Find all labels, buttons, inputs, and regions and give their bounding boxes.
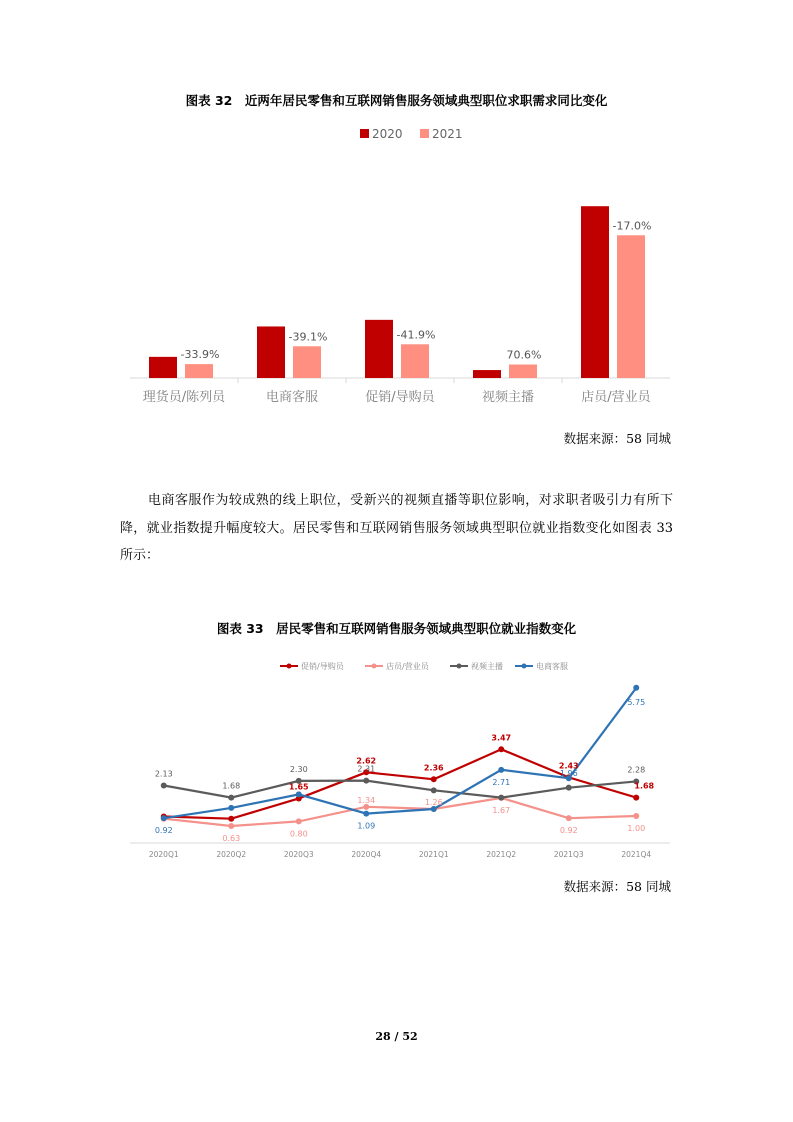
bar-2021-店员/营业员 bbox=[617, 235, 645, 378]
data-label-视频主播: 70.6% bbox=[506, 348, 542, 362]
point-label-视频主播-2021Q4: 2.28 bbox=[627, 765, 646, 775]
category-label-店员/营业员: 店员/营业员 bbox=[581, 390, 651, 405]
x-tick-label-2020Q4: 2020Q4 bbox=[351, 850, 382, 859]
bar-2020-促销/导购员 bbox=[365, 320, 393, 378]
data-label-促销/导购员: -41.9% bbox=[396, 328, 436, 342]
bar-2021-促销/导购员 bbox=[401, 344, 429, 378]
point-视频主播-2021Q3 bbox=[566, 785, 572, 791]
body-paragraph bbox=[120, 487, 673, 570]
legend-label-2020: 2020 bbox=[372, 127, 403, 141]
point-label-促销/导购员-2021Q2: 3.47 bbox=[491, 733, 512, 743]
point-label-视频主播-2020Q2: 1.68 bbox=[222, 781, 241, 791]
point-促销/导购员-2021Q2 bbox=[498, 746, 504, 752]
figure-32-title: 图表 32 近两年居民零售和互联网销售服务领域典型职位求职需求同比变化 bbox=[185, 93, 608, 108]
x-tick-label-2021Q1: 2021Q1 bbox=[418, 850, 449, 859]
point-电商客服-2020Q4 bbox=[363, 811, 369, 817]
legend-swatch-2020 bbox=[360, 129, 369, 138]
point-label-店员/营业员-2020Q4: 1.34 bbox=[357, 795, 376, 805]
point-label-视频主播-2020Q4: 2.31 bbox=[357, 764, 376, 774]
point-促销/导购员-2020Q2 bbox=[228, 816, 234, 822]
x-tick-label-2021Q4: 2021Q4 bbox=[621, 850, 652, 859]
legend bbox=[360, 127, 463, 141]
legend-marker-视频主播 bbox=[457, 664, 462, 669]
point-电商客服-2021Q4 bbox=[633, 685, 639, 691]
legend-label-促销/导购员: 促销/导购员 bbox=[301, 662, 344, 671]
point-视频主播-2021Q1 bbox=[431, 787, 437, 793]
point-label-电商客服-2021Q2: 2.71 bbox=[492, 777, 511, 787]
data-label-店员/营业员: -17.0% bbox=[612, 219, 652, 233]
category-label-视频主播: 视频主播 bbox=[481, 390, 535, 405]
point-label-电商客服-2021Q4: 5.75 bbox=[627, 697, 646, 707]
point-电商客服-2020Q2 bbox=[228, 805, 234, 811]
category-label-理货员/陈列员: 理货员/陈列员 bbox=[142, 390, 226, 405]
point-label-店员/营业员-2020Q2: 0.63 bbox=[222, 833, 241, 843]
bar-2020-理货员/陈列员 bbox=[149, 357, 177, 378]
legend-label-2021: 2021 bbox=[432, 127, 463, 141]
x-tick-label-2021Q2: 2021Q2 bbox=[486, 850, 517, 859]
point-label-店员/营业员-2021Q2: 1.67 bbox=[492, 805, 511, 815]
point-视频主播-2020Q2 bbox=[228, 795, 234, 801]
legend-swatch-2021 bbox=[420, 129, 429, 138]
point-促销/导购员-2021Q4 bbox=[633, 795, 639, 801]
bar-2021-理货员/陈列员 bbox=[185, 364, 213, 378]
legend-marker-店员/营业员 bbox=[372, 664, 377, 669]
bar-2020-视频主播 bbox=[473, 370, 501, 378]
category-label-促销/导购员: 促销/导购员 bbox=[365, 390, 435, 405]
legend-label-视频主播: 视频主播 bbox=[471, 662, 503, 671]
point-促销/导购员-2021Q1 bbox=[431, 776, 437, 782]
point-电商客服-2021Q2 bbox=[498, 767, 504, 773]
point-label-视频主播-2020Q3: 2.30 bbox=[289, 764, 308, 774]
x-tick-label-2020Q3: 2020Q3 bbox=[283, 850, 314, 859]
point-电商客服-2020Q3 bbox=[296, 791, 302, 797]
point-label-促销/导购员-2020Q4: 2.62 bbox=[356, 756, 377, 766]
point-label-促销/导购员-2021Q3: 2.43 bbox=[558, 761, 579, 771]
point-label-电商客服-2021Q3: 1.96 bbox=[559, 769, 578, 779]
x-tick-label-2020Q2: 2020Q2 bbox=[216, 850, 247, 859]
point-label-店员/营业员-2021Q1: 1.26 bbox=[424, 797, 443, 807]
category-label-电商客服: 电商客服 bbox=[265, 390, 319, 405]
line-chart bbox=[120, 650, 680, 865]
page-number: 28 / 52 bbox=[375, 1030, 418, 1043]
paragraph-text: 电商客服作为较成熟的线上职位，受新兴的视频直播等职位影响，对求职者吸引力有所下降，就业指数提升幅度较大。居民零售和互联网销售服务领域典型职位就业指数变化如图表 33 所示： bbox=[120, 493, 673, 563]
point-视频主播-2021Q2 bbox=[498, 795, 504, 801]
legend-label-电商客服: 电商客服 bbox=[536, 662, 568, 671]
point-label-电商客服-2020Q1: 0.92 bbox=[154, 826, 173, 836]
bar-2021-电商客服 bbox=[293, 346, 321, 378]
series-line-电商客服 bbox=[164, 688, 637, 818]
point-label-促销/导购员-2021Q4: 1.68 bbox=[634, 781, 655, 791]
data-label-电商客服: -39.1% bbox=[288, 330, 328, 344]
bar-2021-视频主播 bbox=[509, 365, 537, 378]
point-label-店员/营业员-2021Q4: 1.00 bbox=[627, 824, 646, 833]
figure-32-source: 数据来源：58 同城 bbox=[563, 431, 671, 446]
point-label-促销/导购员-2020Q3: 1.65 bbox=[288, 782, 309, 792]
point-label-视频主播-2020Q1: 2.13 bbox=[154, 769, 173, 779]
point-label-电商客服-2020Q4: 1.09 bbox=[357, 821, 376, 831]
point-label-店员/营业员-2020Q3: 0.80 bbox=[289, 829, 308, 839]
point-电商客服-2020Q1 bbox=[161, 815, 167, 821]
point-label-店员/营业员-2021Q3: 0.92 bbox=[559, 826, 578, 836]
point-店员/营业员-2021Q3 bbox=[566, 815, 572, 821]
point-视频主播-2020Q4 bbox=[363, 778, 369, 784]
legend bbox=[280, 661, 568, 671]
data-label-理货员/陈列员: -33.9% bbox=[180, 348, 220, 362]
bar-2020-店员/营业员 bbox=[581, 206, 609, 378]
bar-chart bbox=[120, 120, 680, 410]
legend-marker-电商客服 bbox=[522, 664, 527, 669]
legend-label-店员/营业员: 店员/营业员 bbox=[386, 662, 429, 671]
point-店员/营业员-2020Q3 bbox=[296, 818, 302, 824]
point-店员/营业员-2020Q2 bbox=[228, 823, 234, 829]
bar-2020-电商客服 bbox=[257, 326, 285, 378]
point-视频主播-2020Q1 bbox=[161, 782, 167, 788]
x-tick-label-2020Q1: 2020Q1 bbox=[148, 850, 179, 859]
figure-33-title: 图表 33 居民零售和互联网销售服务领域典型职位就业指数变化 bbox=[216, 621, 577, 636]
legend-marker-促销/导购员 bbox=[287, 664, 292, 669]
point-label-促销/导购员-2021Q1: 2.36 bbox=[423, 763, 444, 773]
x-tick-label-2021Q3: 2021Q3 bbox=[553, 850, 584, 859]
figure-33-source: 数据来源：58 同城 bbox=[563, 879, 671, 894]
point-店员/营业员-2021Q4 bbox=[633, 813, 639, 819]
